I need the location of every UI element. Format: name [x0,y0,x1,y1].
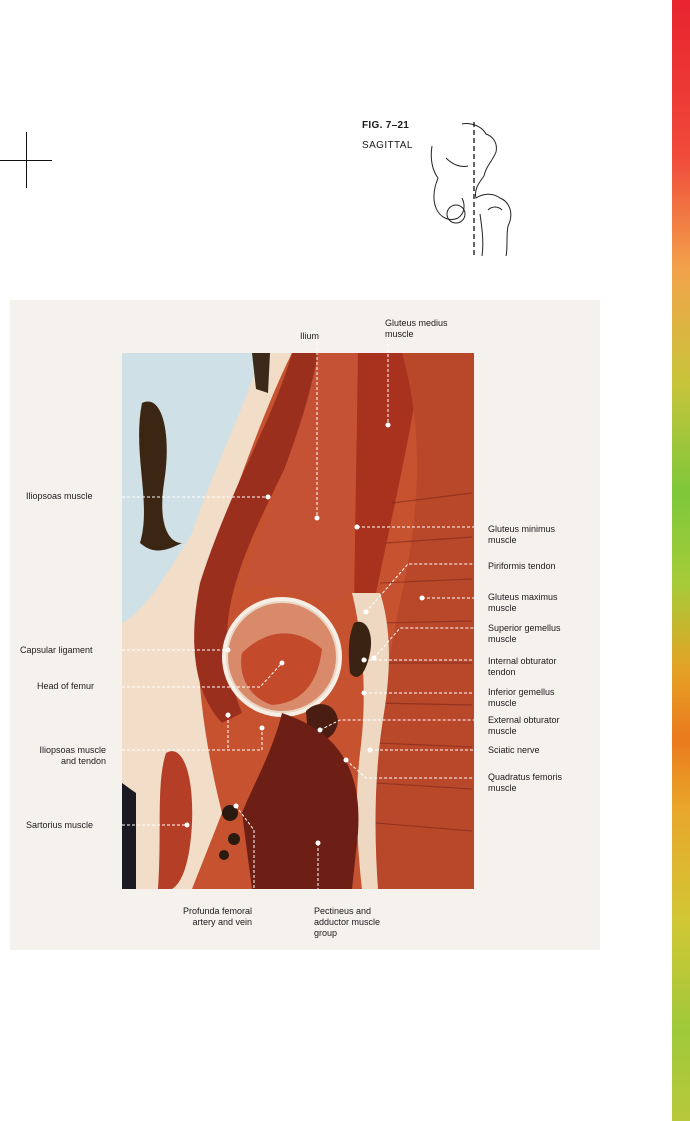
figure-number: FIG. 7–21 [362,120,410,131]
label-head-of-femur: Head of femur [37,681,95,691]
label-ilium: Ilium [300,331,320,341]
label-gluteus-medius: Gluteus medius muscle [385,318,448,339]
label-quadratus-femoris: Quadratus femoris muscle [488,772,563,793]
label-external-obturator: External obturator muscle [488,715,560,736]
label-profunda-femoral: Profunda femoral artery and vein [182,906,252,927]
label-gluteus-maximus: Gluteus maximus muscle [488,592,558,613]
edge-color-strip [672,0,690,1121]
label-superior-gemellus: Superior gemellus muscle [488,623,561,644]
label-iliopsoas-tendon: Iliopsoas muscle and tendon [39,745,106,766]
label-sartorius: Sartorius muscle [26,820,94,830]
figure-view-label: SAGITTAL [362,140,413,151]
label-gluteus-minimus: Gluteus minimus muscle [488,524,556,545]
label-pectineus: Pectineus and adductor muscle group [314,906,381,938]
label-internal-obturator: Internal obturator tendon [488,656,557,677]
pelvis-orientation-diagram [426,118,518,260]
label-inferior-gemellus: Inferior gemellus muscle [488,687,555,708]
label-iliopsoas-muscle: Iliopsoas muscle [26,491,93,501]
crop-mark-vertical [26,132,27,188]
sagittal-section-photograph [122,353,474,889]
label-sciatic-nerve: Sciatic nerve [488,745,540,755]
label-piriformis-tendon: Piriformis tendon [488,561,556,571]
label-capsular-ligament: Capsular ligament [20,645,93,655]
